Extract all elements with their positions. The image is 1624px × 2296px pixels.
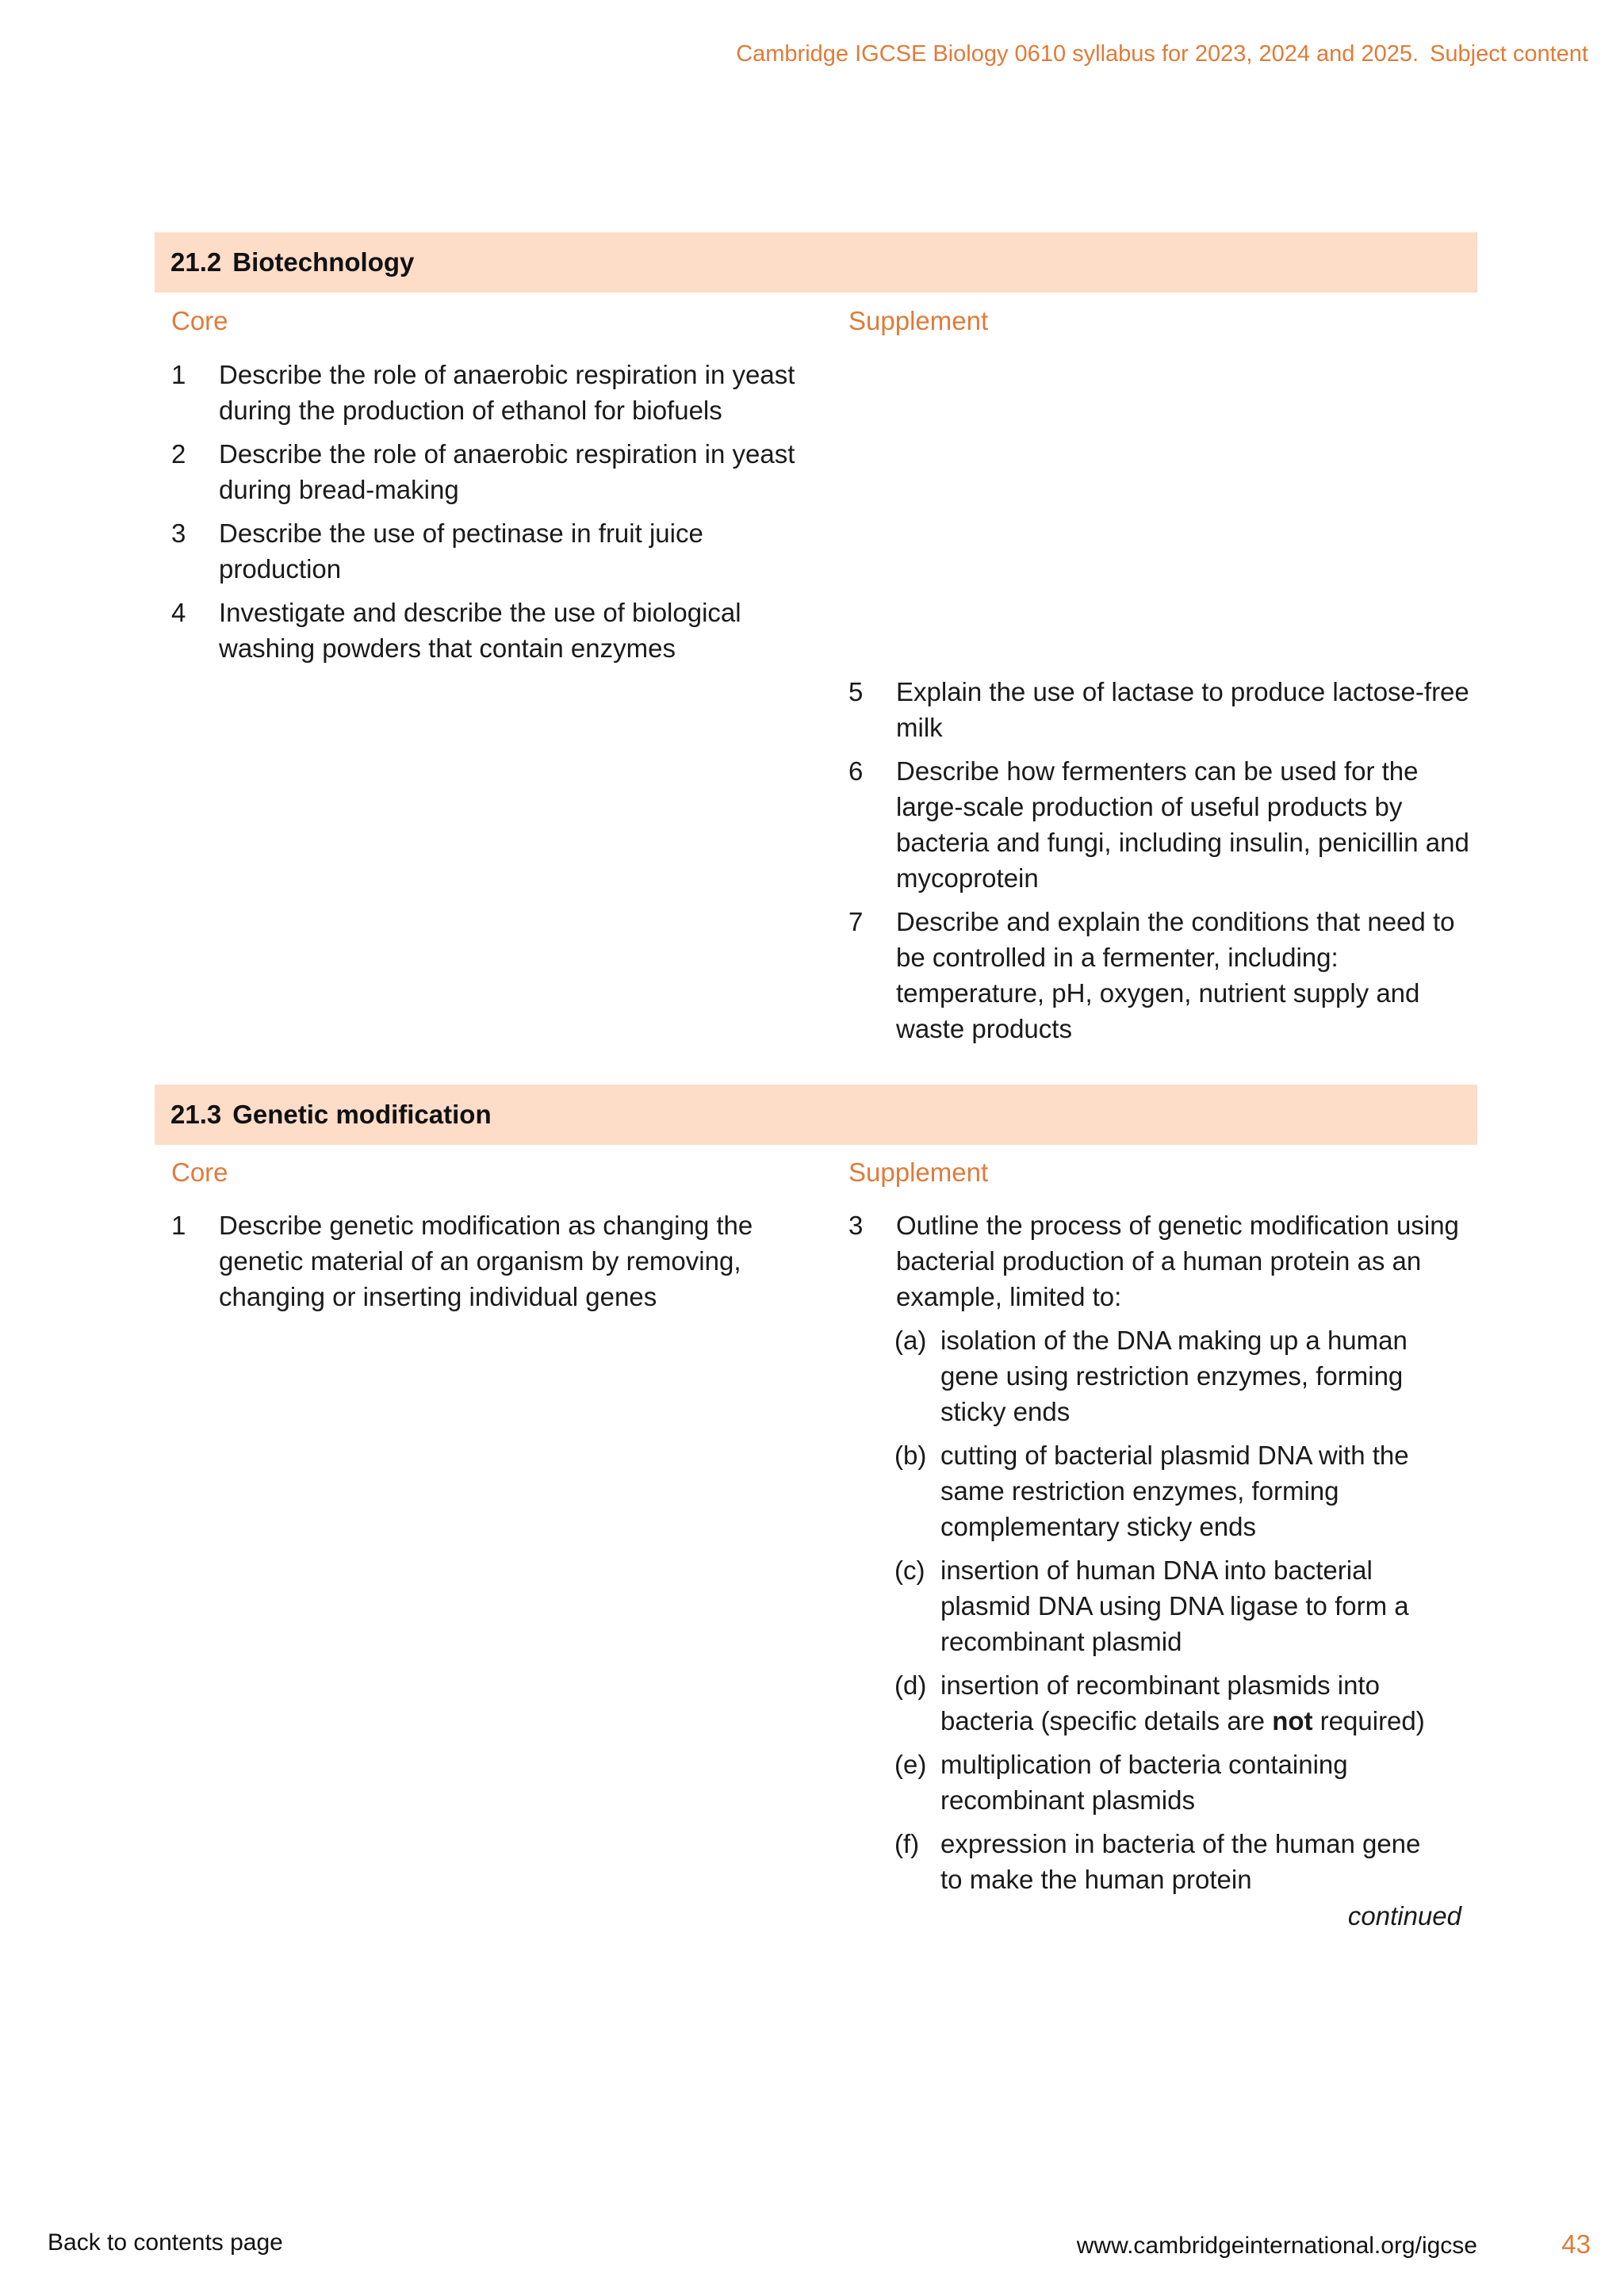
- supplement-heading: Supplement: [848, 306, 989, 335]
- core-heading: Core: [171, 1158, 228, 1187]
- core-heading: Core: [171, 306, 228, 335]
- supplement-heading: Supplement: [848, 1158, 989, 1187]
- running-header: [736, 41, 1588, 67]
- back-to-contents-link[interactable]: Back to contents page: [48, 2229, 283, 2256]
- bold-not: not: [1272, 1706, 1313, 1735]
- section-bar-biotechnology: [155, 232, 1477, 293]
- section-title: Biotechnology: [232, 247, 415, 277]
- header-title: Cambridge IGCSE Biology 0610 syllabus for 2023, 2024 and 2025.: [736, 41, 1419, 67]
- website-url[interactable]: www.cambridgeinternational.org/igcse: [1076, 2233, 1477, 2259]
- header-section: Subject content: [1430, 41, 1588, 67]
- section-number: 21.2: [170, 247, 222, 277]
- section-bar-genetic-modification: [155, 1085, 1477, 1145]
- page-number: 43: [1561, 2229, 1591, 2259]
- section-title: Genetic modification: [232, 1100, 492, 1129]
- section-number: 21.3: [170, 1100, 222, 1129]
- continued-note: continued: [1347, 1901, 1461, 1931]
